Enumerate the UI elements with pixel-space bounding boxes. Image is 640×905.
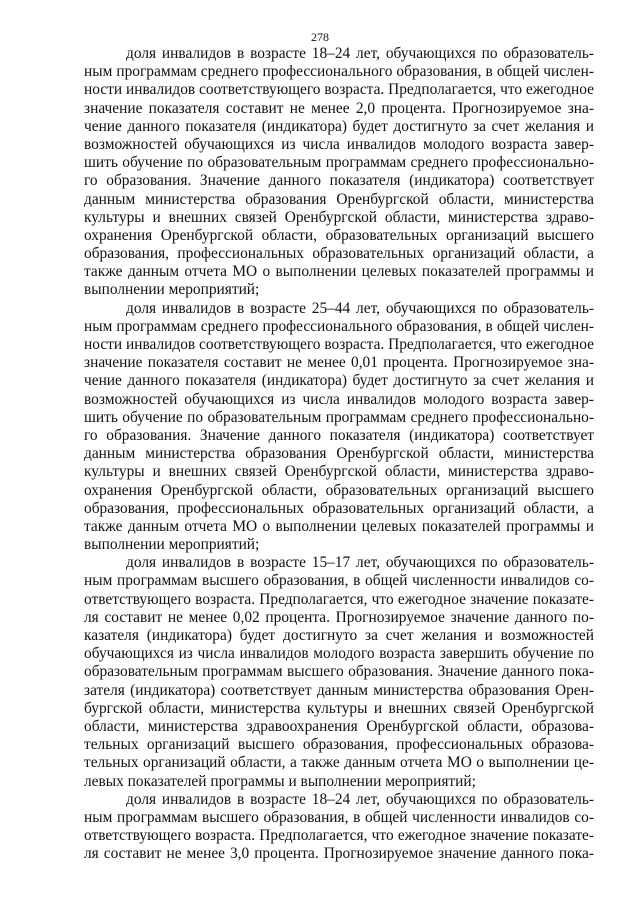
text-line: ности инвалидов соответствующего возраста. Предполагается, что ежегодное	[84, 81, 594, 99]
document-body	[84, 45, 594, 863]
text-line: доля инвалидов в возрасте 18–24 лет, обучающихся по образователь-	[126, 790, 594, 808]
text-line: ответствующего возраста. Предполагается, что ежегодное значение показате-	[84, 590, 594, 608]
text-line: ным программам среднего профессионального образования, в общей числен-	[84, 63, 594, 81]
paragraph	[84, 554, 594, 790]
text-line: ным программам высшего образования, в общей численности инвалидов со-	[84, 808, 594, 826]
text-line: тельных организаций области, а также данным отчета МО о выполнении це-	[84, 754, 594, 772]
text-line: ля составит не менее 0,02 процента. Прогнозируемое значение данного по-	[84, 608, 594, 626]
text-line: возможностей обучающихся из числа инвалидов молодого возраста завер-	[84, 135, 594, 153]
text-line: бургской области, министерства культуры и внешних связей Оренбургской	[84, 699, 594, 717]
text-line: образовательным программам высшего образования. Значение данного пока-	[84, 663, 594, 681]
paragraph	[84, 791, 594, 864]
text-line: го образования. Значение данного показателя (индикатора) соответствует	[84, 172, 594, 190]
page-number: 278	[311, 30, 329, 44]
text-line: ным программам высшего образования, в общей численности инвалидов со-	[84, 572, 594, 590]
text-line: казателя (индикатора) будет достигнуто за счет желания и возможностей	[84, 627, 594, 644]
text-line: образования, профессиональных образовательных организаций области, а	[84, 245, 594, 263]
text-line: тельных организаций высшего образования, профессиональных образова-	[84, 736, 594, 754]
text-line: шить обучение по образовательным программам среднего профессионально-	[84, 408, 594, 426]
text-line: данным министерства образования Оренбургской области, министерства	[84, 445, 594, 463]
text-line: ля составит не менее 3,0 процента. Прогнозируемое значение данного пока-	[84, 845, 594, 863]
text-line: ным программам среднего профессионального образования, в общей числен-	[84, 317, 594, 335]
text-line: выполнении мероприятий;	[84, 281, 260, 299]
text-line: охранения Оренбургской области, образовательных организаций высшего	[84, 226, 594, 244]
text-line: также данным отчета МО о выполнении целевых показателей программы и	[84, 263, 594, 281]
text-line: культуры и внешних связей Оренбургской области, министерства здраво-	[84, 208, 594, 226]
text-line: ответствующего возраста. Предполагается, что ежегодное значение показате-	[84, 827, 594, 845]
text-line: левых показателей программы и выполнении мероприятий;	[84, 772, 476, 790]
paragraph	[84, 300, 594, 555]
text-line: доля инвалидов в возрасте 15–17 лет, обучающихся по образователь-	[126, 554, 594, 572]
text-line: доля инвалидов в возрасте 25–44 лет, обучающихся по образователь-	[126, 299, 594, 317]
text-line: данным министерства образования Оренбургской области, министерства	[84, 190, 594, 208]
text-line: также данным отчета МО о выполнении целевых показателей программы и	[84, 517, 594, 535]
text-line: выполнении мероприятий;	[84, 536, 260, 554]
paragraph	[84, 45, 594, 300]
text-line: ности инвалидов соответствующего возраста. Предполагается, что ежегодное	[84, 336, 594, 353]
text-line: зателя (индикатора) соответствует данным министерства образования Орен-	[84, 681, 594, 699]
text-line: го образования. Значение данного показателя (индикатора) соответствует	[84, 426, 594, 444]
text-line: значение показателя составит не менее 2,0 процента. Прогнозируемое зна-	[84, 99, 594, 117]
text-line: чение данного показателя (индикатора) будет достигнуто за счет желания и	[84, 372, 594, 390]
text-line: доля инвалидов в возрасте 18–24 лет, обучающихся по образователь-	[126, 45, 594, 62]
text-line: образования, профессиональных образовательных организаций области, а	[84, 499, 594, 517]
text-line: чение данного показателя (индикатора) будет достигнуто за счет желания и	[84, 117, 594, 135]
text-line: шить обучение по образовательным программам среднего профессионально-	[84, 154, 594, 172]
text-line: возможностей обучающихся из числа инвалидов молодого возраста завер-	[84, 390, 594, 408]
text-line: значение показателя составит не менее 0,01 процента. Прогнозируемое зна-	[84, 354, 594, 372]
text-line: обучающихся из числа инвалидов молодого возраста завершить обучение по	[84, 645, 594, 663]
text-line: охранения Оренбургской области, образовательных организаций высшего	[84, 481, 594, 499]
text-line: области, министерства здравоохранения Оренбургской области, образова-	[84, 717, 594, 735]
text-line: культуры и внешних связей Оренбургской области, министерства здраво-	[84, 463, 594, 481]
